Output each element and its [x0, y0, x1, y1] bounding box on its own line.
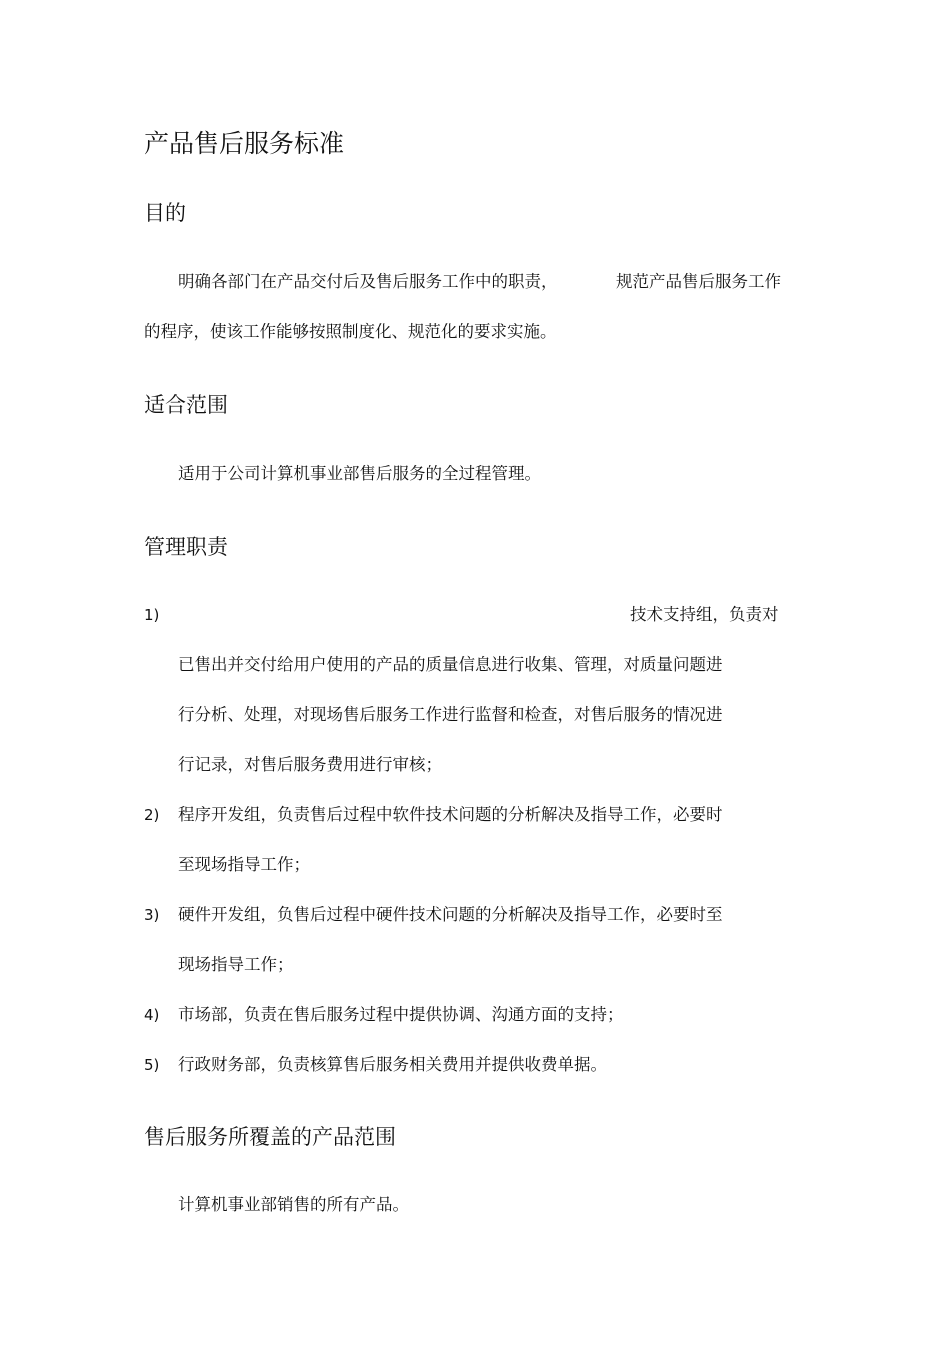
duty-5-number: 5) — [144, 1056, 160, 1074]
products-text: 计算机事业部销售的所有产品。 — [178, 1195, 409, 1214]
purpose-line-2: 的程序，使该工作能够按照制度化、规范化的要求实施。 — [144, 322, 557, 341]
scope-text: 适用于公司计算机事业部售后服务的全过程管理。 — [178, 464, 541, 483]
duty-1-line-4: 行记录，对售后服务费用进行审核； — [178, 755, 442, 774]
duty-1-line-2: 已售出并交付给用户使用的产品的质量信息进行收集、管理，对质量问题进 — [178, 655, 723, 674]
duty-2-line-2: 至现场指导工作； — [178, 855, 310, 874]
purpose-line-1b: 规范产品售后服务工作 — [616, 272, 781, 291]
document-title: 产品售后服务标准 — [144, 129, 345, 158]
heading-scope: 适合范围 — [144, 393, 228, 417]
purpose-line-1a: 明确各部门在产品交付后及售后服务工作中的职责， — [178, 272, 558, 291]
duty-3-line-2: 现场指导工作； — [178, 955, 294, 974]
duty-1-number: 1) — [144, 606, 160, 624]
duty-3-line-1: 硬件开发组，负售后过程中硬件技术问题的分析解决及指导工作，必要时至 — [178, 905, 723, 924]
duty-4-number: 4) — [144, 1006, 160, 1024]
heading-duties: 管理职责 — [144, 535, 228, 559]
duty-2-line-1: 程序开发组，负责售后过程中软件技术问题的分析解决及指导工作，必要时 — [178, 805, 723, 824]
duty-3-number: 3) — [144, 906, 160, 924]
duty-2-number: 2) — [144, 806, 160, 824]
duty-4-line-1: 市场部，负责在售后服务过程中提供协调、沟通方面的支持； — [178, 1005, 624, 1024]
duty-5-line-1: 行政财务部，负责核算售后服务相关费用并提供收费单据。 — [178, 1055, 607, 1074]
heading-purpose: 目的 — [144, 201, 186, 225]
heading-products: 售后服务所覆盖的产品范围 — [144, 1125, 396, 1149]
duty-1-line-3: 行分析、处理，对现场售后服务工作进行监督和检查，对售后服务的情况进 — [178, 705, 723, 724]
duty-1-line-1: 技术支持组，负责对 — [630, 605, 779, 624]
